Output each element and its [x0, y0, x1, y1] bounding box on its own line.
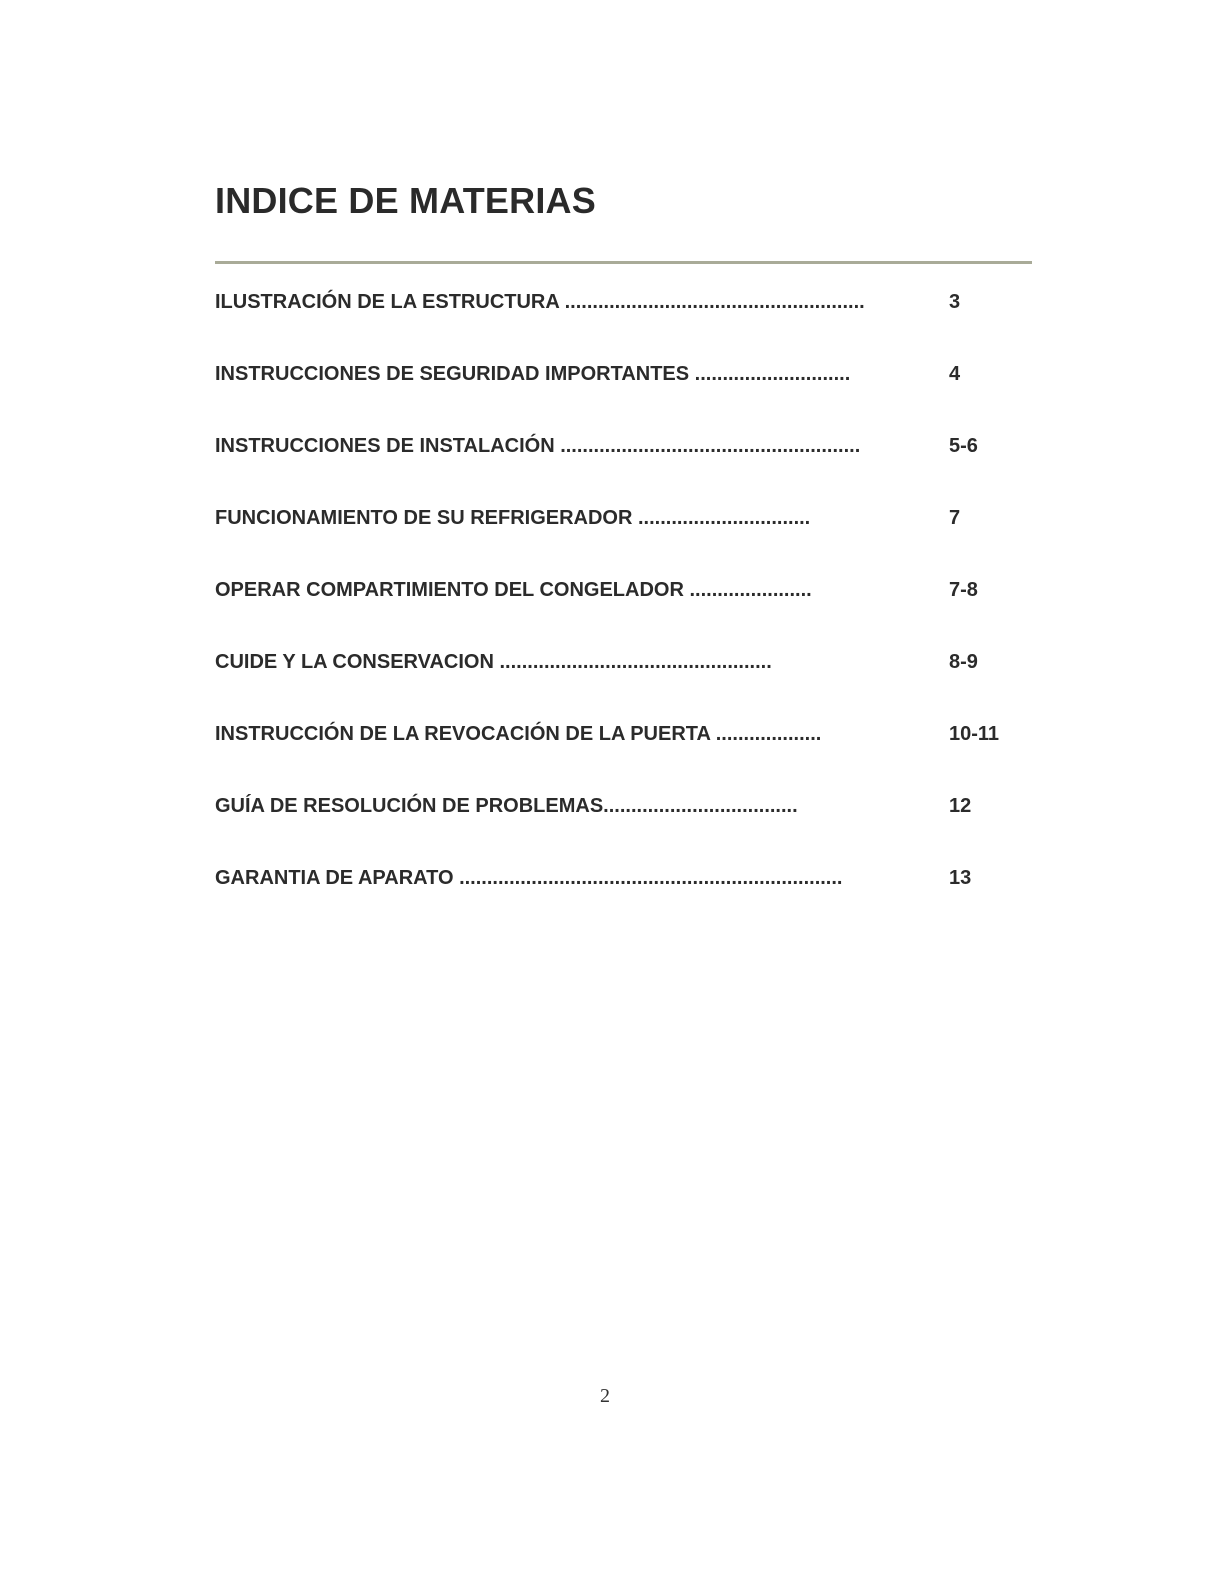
page-number: 2: [600, 1385, 610, 1407]
toc-entry-page: 10-11: [949, 723, 1000, 745]
toc-entry-page: 3: [949, 291, 961, 313]
toc-entry-label: ILUSTRACIÓN DE LA ESTRUCTURA ......................................................: [215, 291, 865, 313]
toc-entry: [215, 288, 1015, 360]
toc-entry: [215, 792, 1015, 864]
toc-entry-page: 4: [949, 363, 961, 385]
toc-entry: [215, 504, 1015, 576]
toc-entry: [215, 360, 1015, 432]
toc-entry-label: INSTRUCCIONES DE INSTALACIÓN ......................................................: [215, 435, 861, 457]
toc-entry: [215, 576, 1015, 648]
toc-entry: [215, 432, 1015, 504]
table-of-contents: [215, 288, 1015, 936]
title-divider: [215, 261, 1032, 264]
page-title: INDICE DE MATERIAS: [215, 180, 596, 221]
toc-entry-label: CUIDE Y LA CONSERVACION .................................................: [215, 651, 772, 673]
toc-entry: [215, 864, 1015, 936]
toc-entry-page: 5-6: [949, 435, 978, 457]
toc-entry-label: FUNCIONAMIENTO DE SU REFRIGERADOR ...............................: [215, 507, 811, 529]
toc-entry-page: 13: [949, 867, 972, 889]
toc-entry-label: INSTRUCCIONES DE SEGURIDAD IMPORTANTES ............................: [215, 363, 851, 385]
toc-entry-page: 7: [949, 507, 961, 529]
toc-entry-label: GUÍA DE RESOLUCIÓN DE PROBLEMAS...................................: [215, 795, 798, 817]
toc-entry: [215, 648, 1015, 720]
toc-entry-label: OPERAR COMPARTIMIENTO DEL CONGELADOR ......................: [215, 579, 812, 601]
toc-entry-page: 12: [949, 795, 972, 817]
toc-entry-page: 8-9: [949, 651, 978, 673]
toc-entry-label: INSTRUCCIÓN DE LA REVOCACIÓN DE LA PUERTA ...................: [215, 723, 822, 745]
toc-entry: [215, 720, 1015, 792]
toc-entry-page: 7-8: [949, 579, 978, 601]
toc-entry-label: GARANTIA DE APARATO .....................................................................: [215, 867, 843, 889]
